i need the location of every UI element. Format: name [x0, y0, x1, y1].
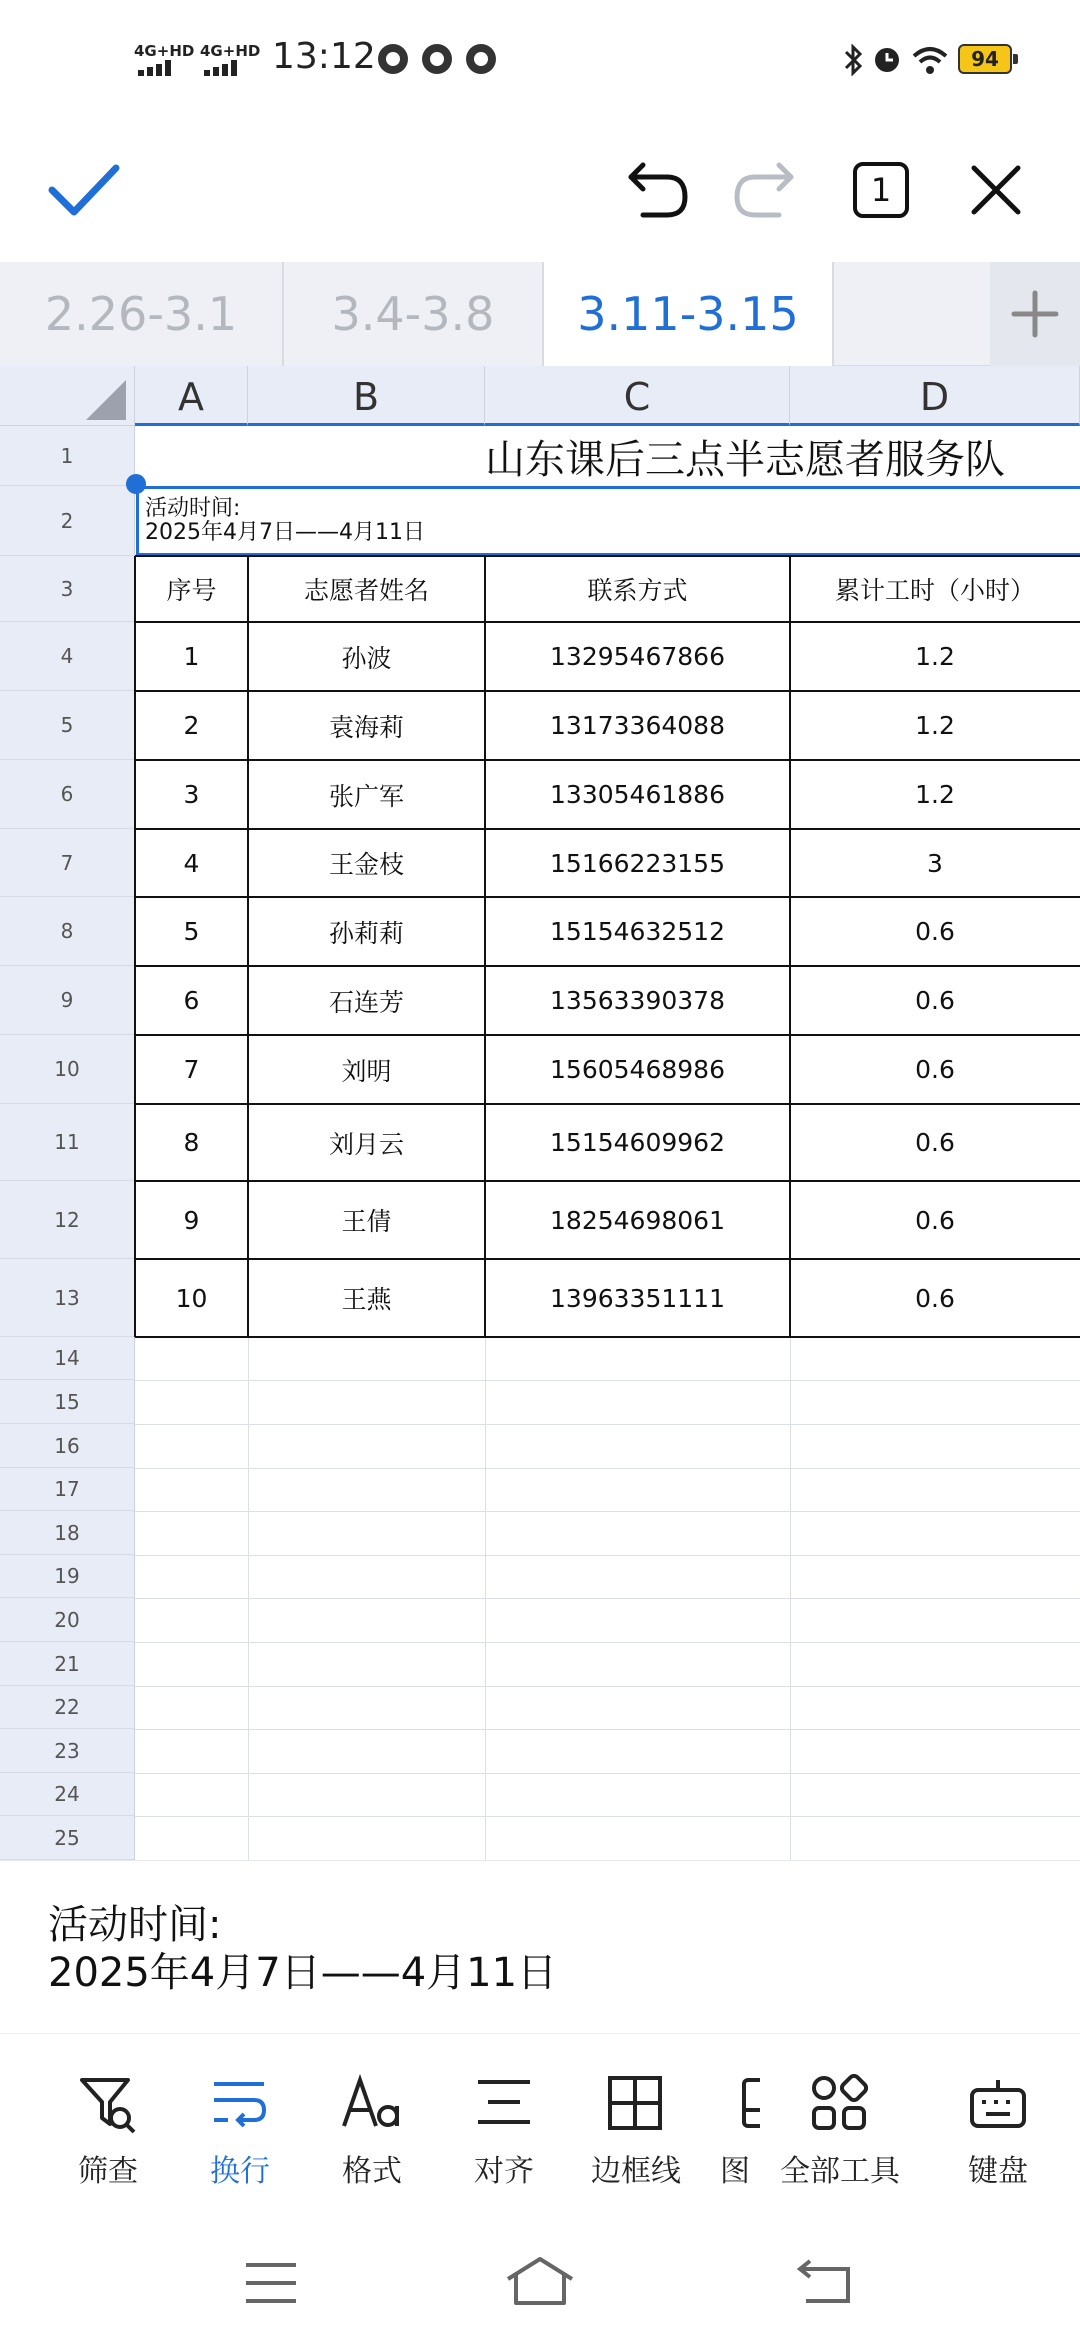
table-border: [135, 759, 1080, 761]
status-bar: [0, 0, 1080, 120]
grid-line: [248, 1337, 249, 1860]
row-header[interactable]: 9: [0, 966, 135, 1035]
table-cell[interactable]: 15605468986: [550, 1055, 725, 1084]
row-header[interactable]: 24: [0, 1773, 135, 1816]
image-icon: [740, 2074, 760, 2134]
table-border: [484, 556, 486, 1337]
wrap-text-button[interactable]: [180, 2064, 300, 2194]
row-header[interactable]: 17: [0, 1468, 135, 1511]
row-header[interactable]: 21: [0, 1642, 135, 1686]
table-cell[interactable]: 刘月云: [328, 1129, 404, 1159]
table-cell[interactable]: 刘明: [341, 1056, 392, 1086]
sheet-tab[interactable]: 3.4-3.8: [284, 262, 542, 366]
table-cell[interactable]: 0.6: [915, 1055, 955, 1084]
row-header[interactable]: 10: [0, 1035, 135, 1104]
clock: 13:12: [272, 36, 376, 77]
page-count-button[interactable]: [833, 142, 929, 238]
row-header[interactable]: 23: [0, 1729, 135, 1773]
bluetooth-icon: [842, 44, 866, 76]
table-border: [135, 1180, 1080, 1182]
table-border: [135, 1336, 1080, 1338]
table-cell[interactable]: 1.2: [915, 780, 955, 809]
tab-divider: [832, 262, 834, 366]
table-border: [135, 690, 1080, 692]
table-cell[interactable]: 6: [183, 986, 200, 1015]
table-header-cell[interactable]: 志愿者姓名: [303, 576, 429, 605]
table-cell[interactable]: 0.6: [915, 1205, 955, 1235]
network-indicator-1: 4G+HD: [134, 42, 195, 60]
wifi-icon: [910, 44, 950, 76]
undo-icon: [625, 159, 691, 221]
row-header[interactable]: 11: [0, 1104, 135, 1181]
wrap-text-icon: [210, 2074, 270, 2134]
format-button[interactable]: [312, 2064, 432, 2194]
table-cell[interactable]: 13963351111: [550, 1283, 725, 1313]
table-cell[interactable]: 张广军: [328, 781, 404, 811]
table-border: [135, 1103, 1080, 1105]
checkmark-icon: [46, 160, 122, 220]
border-icon: [606, 2074, 666, 2134]
page-count: 1: [853, 162, 909, 218]
table-cell[interactable]: 13563390378: [550, 986, 725, 1015]
row-header[interactable]: 4: [0, 622, 135, 691]
sheet-title-cell[interactable]: 山东课后三点半志愿者服务队: [485, 436, 1005, 483]
cell-edit-text[interactable]: 活动时间: 2025年4月7日——4月11日: [48, 1902, 558, 1996]
add-sheet-button[interactable]: [990, 262, 1080, 366]
row-header[interactable]: 22: [0, 1686, 135, 1729]
image-button[interactable]: [700, 2064, 760, 2194]
row-header[interactable]: 7: [0, 829, 135, 897]
table-cell[interactable]: 4: [183, 848, 200, 878]
grid-line: [135, 1686, 1080, 1687]
table-cell[interactable]: 8: [183, 1128, 200, 1157]
confirm-button[interactable]: [36, 142, 132, 238]
table-cell[interactable]: 1.2: [915, 711, 955, 740]
table-cell[interactable]: 孙莉莉: [328, 918, 404, 948]
table-cell[interactable]: 13305461886: [550, 780, 725, 809]
table-cell[interactable]: 孙波: [341, 643, 392, 673]
close-icon: [968, 162, 1024, 218]
row-header[interactable]: 18: [0, 1511, 135, 1555]
table-cell[interactable]: 13173364088: [550, 711, 725, 740]
table-border: [135, 1034, 1080, 1036]
table-cell[interactable]: 5: [183, 917, 200, 946]
grid-line: [135, 1729, 1080, 1730]
table-cell[interactable]: 15154632512: [550, 917, 725, 946]
tool-label: 对齐: [474, 2154, 534, 2189]
table-cell[interactable]: 15166223155: [550, 848, 725, 878]
menu-icon[interactable]: [244, 2261, 298, 2305]
row-header[interactable]: 13: [0, 1259, 135, 1337]
table-border: [134, 556, 136, 1337]
row-header[interactable]: 12: [0, 1181, 135, 1259]
table-border: [789, 556, 791, 1337]
table-cell[interactable]: 7: [183, 1055, 200, 1084]
cell-edit-bar[interactable]: [0, 1860, 1080, 2033]
grid-line: [135, 1773, 1080, 1774]
table-border: [135, 555, 1080, 557]
corner-triangle-icon: [86, 380, 126, 420]
close-button[interactable]: [948, 142, 1044, 238]
table-cell[interactable]: 0.6: [915, 917, 955, 946]
grid-line: [135, 1816, 1080, 1817]
table-cell[interactable]: 13295467866: [550, 642, 725, 671]
table-cell[interactable]: 王金枝: [328, 850, 404, 879]
row-header[interactable]: 8: [0, 897, 135, 966]
activity-time-label: 活动时间:: [145, 496, 241, 521]
row-header[interactable]: 20: [0, 1598, 135, 1642]
filter-icon: [78, 2074, 138, 2134]
table-cell[interactable]: 10: [175, 1283, 208, 1313]
table-cell[interactable]: 9: [183, 1205, 200, 1235]
filter-button[interactable]: [48, 2064, 168, 2194]
table-cell[interactable]: 18254698061: [550, 1205, 725, 1235]
table-header-cell[interactable]: 联系方式: [587, 576, 688, 605]
table-border: [135, 828, 1080, 830]
all-tools-button[interactable]: [760, 2064, 920, 2194]
table-border: [135, 1258, 1080, 1260]
row-header[interactable]: 14: [0, 1337, 135, 1380]
table-cell[interactable]: 1.2: [915, 642, 955, 671]
sheet-tab-active[interactable]: 3.11-3.15: [544, 262, 832, 366]
tool-label: 筛查: [78, 2154, 138, 2189]
selection-handle[interactable]: [126, 474, 146, 494]
row-header[interactable]: 2: [0, 486, 135, 556]
alarm-icon: [870, 42, 904, 76]
back-icon[interactable]: [796, 2257, 852, 2305]
table-cell[interactable]: 3: [927, 848, 943, 878]
grid-line: [485, 1337, 486, 1860]
grid-line: [135, 1468, 1080, 1469]
tool-label: 全部工具: [780, 2154, 900, 2189]
table-border: [135, 965, 1080, 967]
network-indicator-2: 4G+HD: [200, 42, 261, 60]
table-cell[interactable]: 0.6: [915, 986, 955, 1015]
table-cell[interactable]: 1: [183, 642, 200, 671]
table-cell[interactable]: 石连芳: [328, 987, 404, 1017]
table-header-cell[interactable]: 序号: [166, 576, 217, 605]
spreadsheet-grid[interactable]: [0, 366, 1080, 1860]
grid-line: [790, 1337, 791, 1860]
keyboard-button[interactable]: [938, 2064, 1058, 2194]
sheet-tabs: [0, 262, 1080, 366]
tool-label: 图: [720, 2154, 750, 2189]
align-icon: [474, 2074, 534, 2134]
edit-toolbar: [0, 120, 1080, 262]
app-notification-icon: [378, 44, 408, 74]
app-notification-icon: [422, 44, 452, 74]
select-all-corner[interactable]: [0, 366, 135, 426]
table-cell[interactable]: 王燕: [341, 1285, 392, 1314]
table-cell[interactable]: 3: [183, 780, 200, 809]
redo-button[interactable]: [716, 142, 812, 238]
grid-line: [135, 1380, 1080, 1381]
tool-label: 换行: [210, 2154, 270, 2189]
row-header[interactable]: 6: [0, 760, 135, 829]
signal-bars-icon: [138, 60, 174, 76]
selected-cell[interactable]: [136, 486, 1080, 556]
all-tools-icon: [810, 2074, 870, 2134]
row-header[interactable]: 15: [0, 1380, 135, 1424]
home-icon[interactable]: [504, 2255, 576, 2307]
column-header[interactable]: A: [135, 366, 248, 426]
column-header[interactable]: B: [248, 366, 485, 426]
bottom-toolbar: [0, 2033, 1080, 2233]
undo-button[interactable]: [610, 142, 706, 238]
app-notification-icon: [466, 44, 496, 74]
row-header[interactable]: 25: [0, 1816, 135, 1860]
table-cell[interactable]: 袁海莉: [328, 712, 404, 742]
row-header[interactable]: 3: [0, 556, 135, 622]
table-cell[interactable]: 2: [183, 711, 200, 740]
table-border: [135, 896, 1080, 898]
table-header-cell[interactable]: 累计工时（小时）: [834, 576, 1035, 605]
sheet-tab[interactable]: 2.26-3.1: [0, 262, 282, 366]
signal-bars-icon: [204, 60, 240, 76]
battery-indicator: 94: [958, 44, 1012, 74]
border-button[interactable]: [576, 2064, 696, 2194]
tool-label: 边框线: [591, 2154, 681, 2189]
table-cell[interactable]: 0.6: [915, 1283, 955, 1313]
table-border: [135, 621, 1080, 623]
column-header[interactable]: D: [790, 366, 1080, 426]
activity-date-range: 2025年4月7日——4月11日: [145, 520, 425, 545]
redo-icon: [731, 159, 797, 221]
table-cell[interactable]: 15154609962: [550, 1128, 725, 1157]
grid-line: [135, 1598, 1080, 1599]
row-header[interactable]: 1: [0, 426, 135, 486]
row-header[interactable]: 19: [0, 1555, 135, 1598]
row-header[interactable]: 16: [0, 1424, 135, 1468]
column-header[interactable]: C: [485, 366, 790, 426]
keyboard-icon: [968, 2074, 1028, 2134]
system-nav-bar: [0, 2233, 1080, 2340]
row-header[interactable]: 5: [0, 691, 135, 760]
grid-line: [135, 1424, 1080, 1425]
table-cell[interactable]: 0.6: [915, 1128, 955, 1157]
grid-line: [135, 1555, 1080, 1556]
table-border: [247, 556, 249, 1337]
table-cell[interactable]: 王倩: [341, 1207, 392, 1236]
grid-line: [135, 1511, 1080, 1512]
grid-line: [135, 1642, 1080, 1643]
tool-label: 键盘: [968, 2154, 1028, 2189]
plus-icon: [1010, 289, 1060, 339]
align-button[interactable]: [444, 2064, 564, 2194]
tool-label: 格式: [342, 2154, 402, 2189]
format-icon: [342, 2074, 402, 2134]
